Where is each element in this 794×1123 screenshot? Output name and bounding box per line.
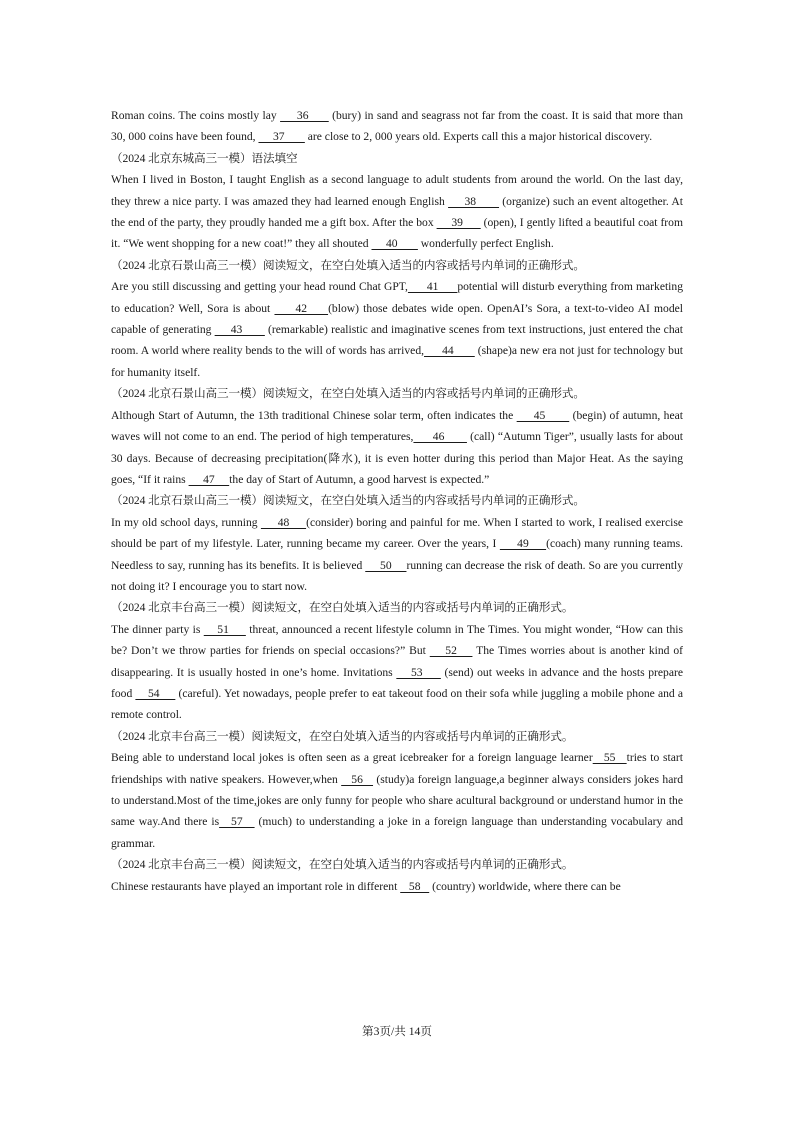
passage-text: (organize) such an event altogether. At the end of the party, they proudly handed me a gift box. After the box bbox=[111, 194, 683, 230]
source-heading: （2024 北京石景山高三一模）阅读短文，在空白处填入适当的内容或括号内单词的正确形式。 bbox=[111, 494, 585, 508]
passage-paragraph bbox=[111, 405, 683, 491]
answer-blank: 50 bbox=[365, 558, 407, 572]
answer-blank: 53 bbox=[396, 665, 441, 679]
passage-text: (consider) boring and painful for me. When I started to work, I realised exercise should be part of my lifestyle. Later, running became my career. Over the years, I bbox=[111, 515, 683, 551]
passage-paragraph bbox=[111, 169, 683, 255]
passage-text: are close to 2, 000 years old. Experts call this a major historical discovery. bbox=[304, 130, 653, 144]
answer-blank: 38 bbox=[448, 194, 500, 208]
answer-blank: 47 bbox=[188, 472, 230, 486]
passage-text: (begin) of autumn, heat waves will not come to an end. The period of high temperatures, bbox=[111, 408, 683, 444]
passage-text: tries to start friendships with native speakers. However,when bbox=[111, 751, 684, 786]
answer-blank: 42 bbox=[274, 301, 329, 315]
passage-paragraph bbox=[111, 876, 683, 897]
source-heading: （2024 北京石景山高三一模）阅读短文，在空白处填入适当的内容或括号内单词的正确形式。 bbox=[111, 387, 585, 401]
answer-blank: 58 bbox=[400, 879, 430, 893]
passage-text: (remarkable) realistic and imaginative scenes from text instructions, just entered the chat room. A world where reality bends to the will of words has arrived, bbox=[111, 323, 683, 358]
passage-text: The Times worries about is another kind of disappearing. It is usually hosted in one’s home. Invitations bbox=[111, 644, 683, 679]
passage-paragraph bbox=[111, 276, 683, 383]
passage-paragraph bbox=[111, 105, 683, 148]
answer-blank: 54 bbox=[135, 686, 176, 700]
passage-text: wonderfully perfect English. bbox=[417, 237, 554, 251]
source-heading: （2024 北京石景山高三一模）阅读短文，在空白处填入适当的内容或括号内单词的正确形式。 bbox=[111, 258, 585, 272]
passage-text: threat, announced a recent lifestyle column in The Times. You might wonder, “How can this be? Don’t we throw parties for friends on special occasions?” But bbox=[111, 622, 683, 658]
passage-text: (call) “Autumn Tiger”, usually lasts for about 30 days. Because of decreasing precipitation(降水), it is even hotter during this period than Major Heat. As the saying goes, “If it rains bbox=[111, 430, 684, 486]
answer-blank: 37 bbox=[258, 130, 305, 144]
answer-blank: 39 bbox=[436, 216, 481, 230]
passage-text: (study)a foreign language,a beginner always considers jokes hard to understand.Most of the time,jokes are only funny for people who share acultural background or understand humor in the same way.And there is bbox=[111, 772, 683, 829]
passage-text: In my old school days, running bbox=[111, 515, 261, 529]
passage-text: (much) to understanding a joke in a foreign language than understanding vocabulary and grammar. bbox=[111, 815, 683, 850]
answer-blank: 40 bbox=[371, 237, 418, 251]
answer-blank: 49 bbox=[499, 537, 547, 551]
answer-blank: 55 bbox=[592, 751, 627, 765]
answer-blank: 46 bbox=[413, 430, 467, 444]
answer-blank: 45 bbox=[516, 408, 570, 422]
passage-text: When I lived in Boston, I taught English as a second language to adult students from around the world. On the last day, they threw a nice party. I was amazed they had learned enough English bbox=[111, 173, 683, 208]
answer-blank: 57 bbox=[219, 815, 255, 829]
passage-paragraph bbox=[111, 747, 683, 854]
passage-paragraph bbox=[111, 512, 683, 598]
passage-text: (open), I gently lifted a beautiful coat from it. “We went shopping for a new coat!” they all shouted bbox=[111, 216, 683, 251]
answer-blank: 36 bbox=[280, 109, 329, 122]
answer-blank: 48 bbox=[260, 515, 307, 529]
passage-paragraph bbox=[111, 619, 683, 726]
answer-blank: 51 bbox=[203, 622, 246, 636]
answer-blank: 41 bbox=[407, 280, 458, 294]
source-heading: （2024 北京丰台高三一模）阅读短文，在空白处填入适当的内容或括号内单词的正确形式。 bbox=[111, 601, 574, 615]
answer-blank: 43 bbox=[214, 323, 265, 337]
answer-blank: 44 bbox=[424, 344, 475, 358]
passage-text: running can decrease the risk of death. So are you currently not doing it? I encourage you to start now. bbox=[111, 558, 683, 593]
passage-text: Roman coins. The coins mostly lay bbox=[111, 109, 281, 122]
passage-text: (country) worldwide, where there can be bbox=[429, 879, 621, 893]
answer-blank: 56 bbox=[341, 772, 374, 786]
passage-text: Although Start of Autumn, the 13th traditional Chinese solar term, often indicates the bbox=[111, 408, 517, 422]
passage-text: (coach) many running teams. Needless to say, running has its benefits. It is believed bbox=[111, 537, 684, 572]
passage-text: Being able to understand local jokes is often seen as a great icebreaker for a foreign language learner bbox=[111, 751, 593, 765]
passage-text: (blow) those debates wide open. OpenAI’s Sora, a text-to-video AI model capable of generating bbox=[111, 301, 684, 337]
document-body bbox=[111, 105, 683, 897]
passage-text: potential will disturb everything from marketing to education? Well, Sora is about bbox=[111, 280, 684, 315]
passage-text: (shape)a new era not just for technology but for humanity itself. bbox=[111, 344, 683, 379]
passage-text: (bury) in sand and seagrass not far from the coast. It is said that more than 30, 000 coins have been found, bbox=[111, 109, 683, 144]
passage-text: The dinner party is bbox=[111, 622, 204, 636]
passage-text: Are you still discussing and getting your head round Chat GPT, bbox=[111, 280, 408, 294]
source-heading: （2024 北京丰台高三一模）阅读短文，在空白处填入适当的内容或括号内单词的正确形式。 bbox=[111, 729, 574, 743]
source-heading: （2024 北京丰台高三一模）阅读短文，在空白处填入适当的内容或括号内单词的正确形式。 bbox=[111, 858, 574, 872]
answer-blank: 52 bbox=[429, 644, 473, 658]
page-number: 第3页/共 14页 bbox=[362, 1025, 432, 1038]
passage-text: (careful). Yet nowadays, people prefer to eat takeout food on their sofa while juggling a mobile phone and a remote control. bbox=[111, 686, 683, 722]
source-heading: （2024 北京东城高三一模）语法填空 bbox=[111, 151, 298, 165]
passage-text: the day of Start of Autumn, a good harvest is expected.” bbox=[229, 472, 490, 486]
passage-text: (send) out weeks in advance and the hosts prepare food bbox=[111, 665, 683, 700]
passage-text: Chinese restaurants have played an important role in different bbox=[111, 879, 401, 893]
